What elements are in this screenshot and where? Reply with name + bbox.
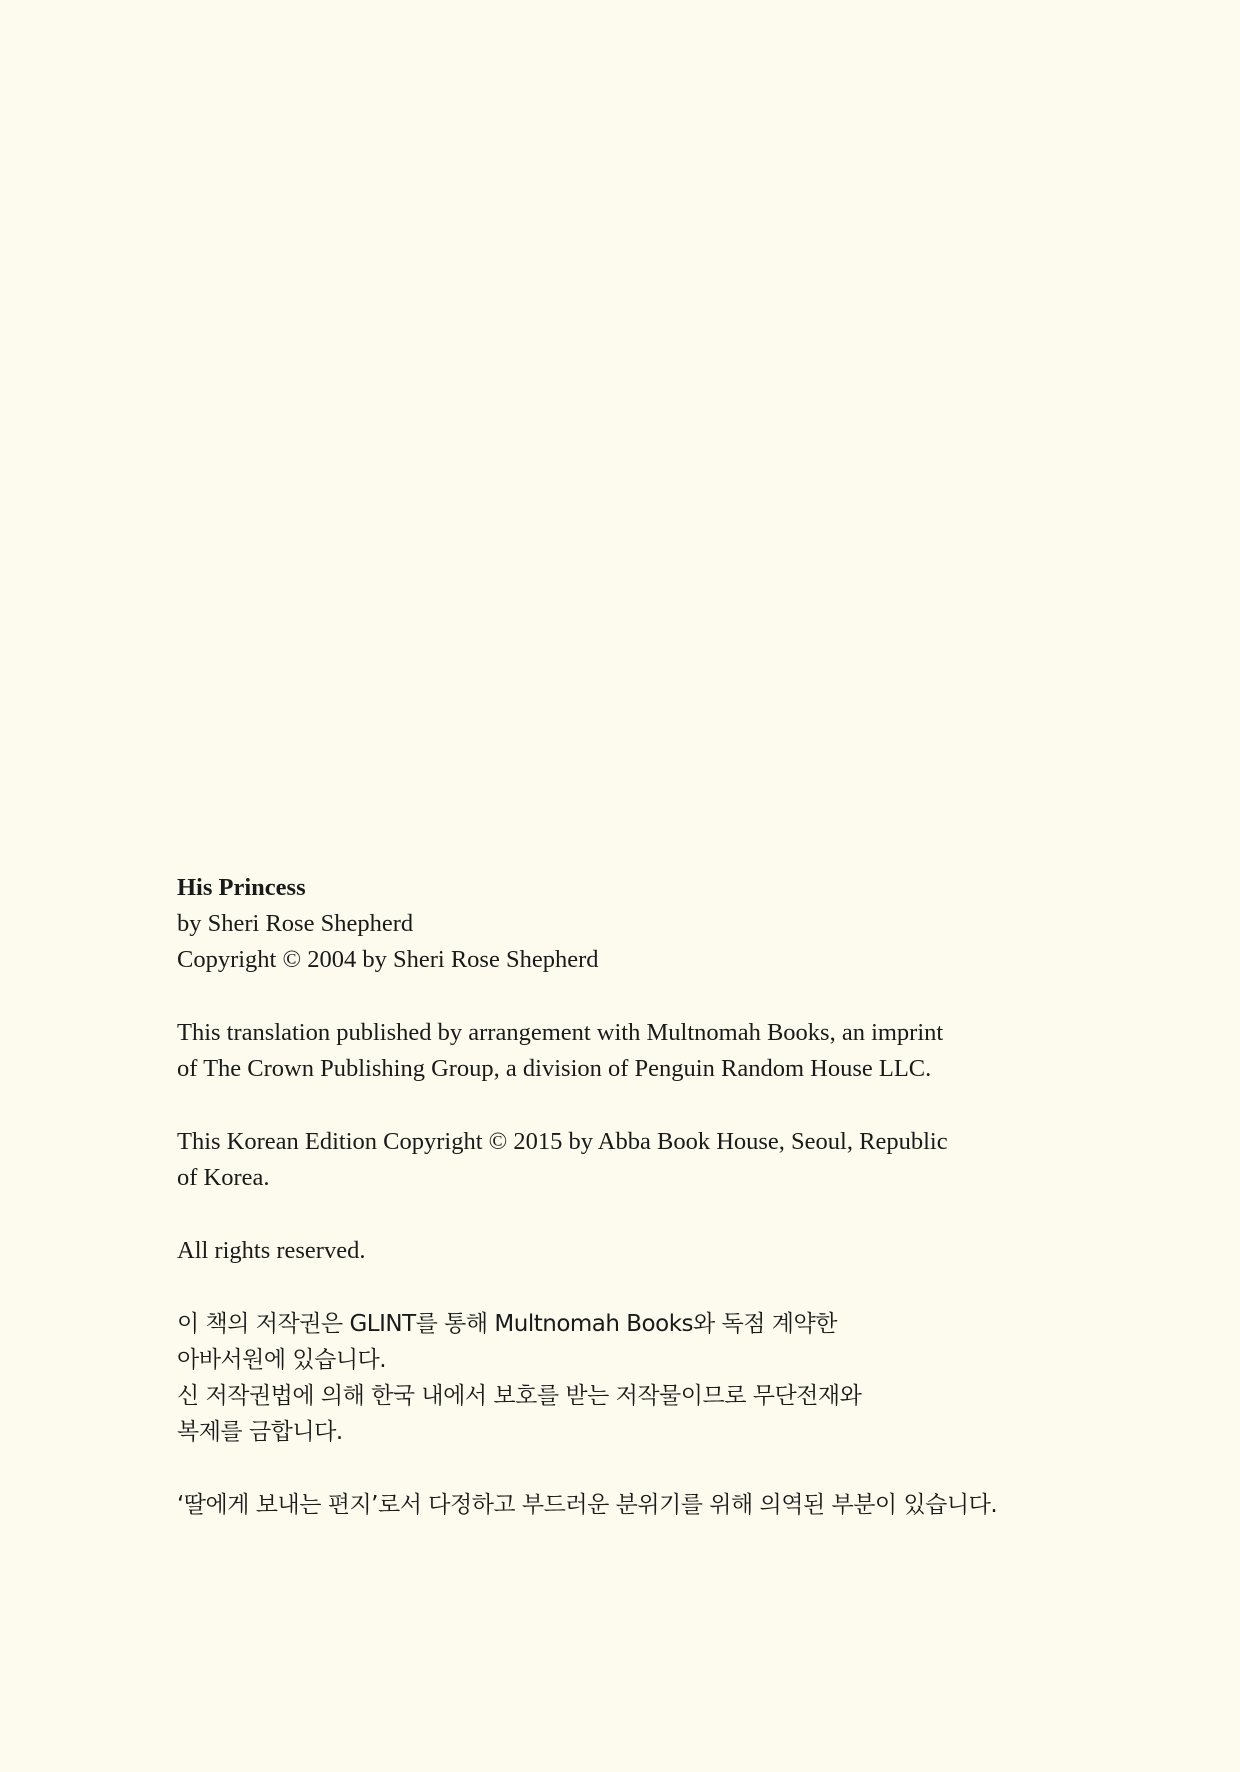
translation-note-text: ‘딸에게 보내는 편지’로서 다정하고 부드러운 분위기를 위해 의역된 부분이 있습니다. [177, 1492, 998, 1518]
korean-notice-line-4: 복제를 금합니다. [177, 1419, 343, 1445]
korean-edition-line-1: This Korean Edition Copyright © 2015 by Abba Book House, Seoul, Republic [177, 1128, 948, 1155]
korean-edition-copyright [177, 1124, 1087, 1196]
korean-copyright-notice [177, 1306, 1087, 1450]
original-copyright-line: Copyright © 2004 by Sheri Rose Shepherd [177, 946, 599, 973]
korean-notice-line-1: 이 책의 저작권은 GLINT를 통해 Multnomah Books와 독점 계약한 [177, 1311, 837, 1337]
translation-notice-line-1: This translation published by arrangement with Multnomah Books, an imprint [177, 1019, 944, 1046]
translation-notice [177, 1015, 1087, 1087]
translation-note [177, 1487, 1087, 1523]
book-info [177, 870, 1087, 978]
korean-edition-line-2: of Korea. [177, 1164, 270, 1191]
rights-reserved-text: All rights reserved. [177, 1237, 366, 1264]
copyright-block [177, 870, 1087, 1523]
rights-reserved [177, 1233, 1087, 1269]
book-title: His Princess [177, 874, 306, 901]
translation-notice-line-2: of The Crown Publishing Group, a division of Penguin Random House LLC. [177, 1055, 932, 1082]
korean-notice-line-2: 아바서원에 있습니다. [177, 1347, 387, 1373]
korean-notice-line-3: 신 저작권법에 의해 한국 내에서 보호를 받는 저작물이므로 무단전재와 [177, 1383, 862, 1409]
author-line: by Sheri Rose Shepherd [177, 910, 414, 937]
